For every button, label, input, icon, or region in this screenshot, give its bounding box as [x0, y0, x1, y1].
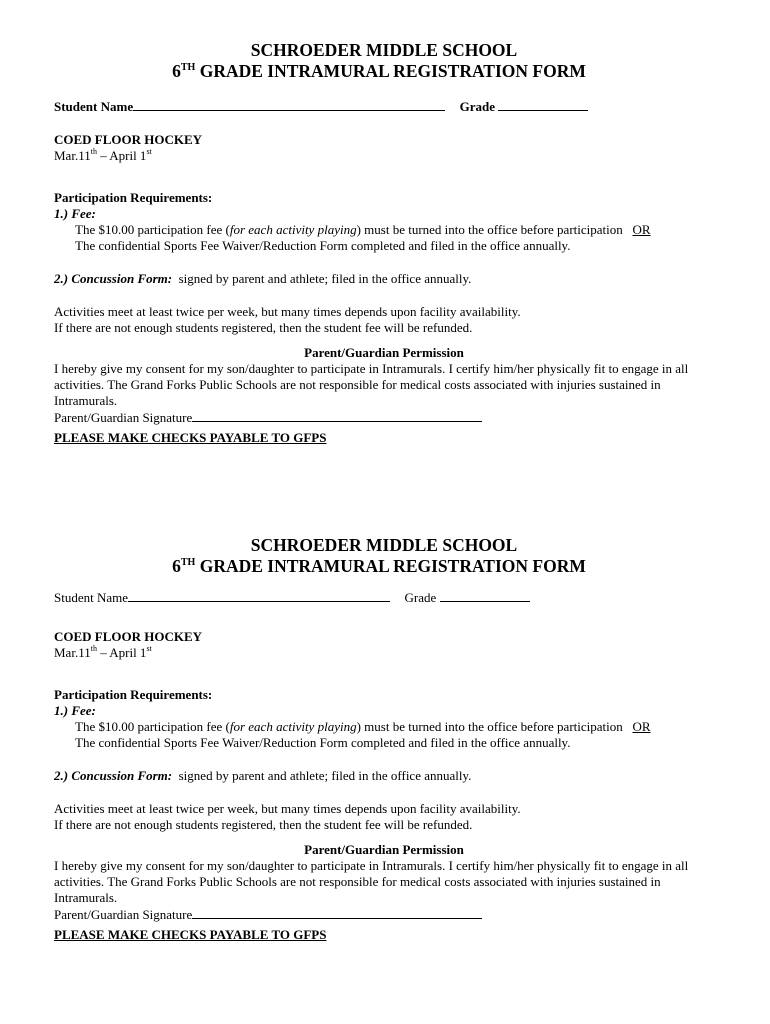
activity-dates — [54, 645, 714, 661]
concussion-text: signed by parent and athlete; filed in the office annually. — [172, 768, 472, 783]
concussion-label: 2.) Concussion Form: — [54, 271, 173, 286]
activities-line-1: Activities meet at least twice per week, but many times depends upon facility availability. — [54, 801, 521, 816]
form-title — [44, 556, 714, 577]
activities-line-2: If there are not enough students registered, then the student fee will be refunded. — [54, 817, 473, 832]
dates-start: Mar.11 — [54, 645, 91, 660]
activity-name: COED FLOOR HOCKEY — [54, 629, 203, 644]
grade-suffix: TH — [180, 62, 196, 73]
student-name-label: Student Name — [54, 99, 134, 114]
student-info-row — [54, 589, 714, 606]
grade-label: Grade — [404, 590, 437, 605]
concussion-line — [54, 271, 714, 287]
concussion-line — [54, 768, 714, 784]
fee-line-2: The confidential Sports Fee Waiver/Reduction Form completed and filed in the office annually. — [75, 735, 571, 750]
fee-text-a: The $10.00 participation fee ( — [75, 719, 230, 734]
permission-text: I hereby give my consent for my son/daughter to participate in Intramurals. I certify him/her physically fit to engage in all activities. The Grand Forks Public Schools are not responsible for medical costs associated with injuries sustained in Intramurals. — [54, 361, 689, 408]
signature-label: Parent/Guardian Signature — [54, 907, 193, 922]
concussion-text: signed by parent and athlete; filed in the office annually. — [172, 271, 472, 286]
registration-form-1 — [54, 40, 714, 446]
school-title: SCHROEDER MIDDLE SCHOOL — [250, 535, 518, 555]
activity-dates — [54, 148, 714, 164]
fee-text-italic: for each activity playing — [229, 222, 357, 237]
student-name-field[interactable] — [128, 589, 390, 602]
fee-heading: 1.) Fee: — [54, 703, 96, 718]
student-info-row — [54, 98, 714, 115]
dates-start-suffix: th — [90, 147, 97, 156]
form-title — [44, 61, 714, 82]
activities-line-1: Activities meet at least twice per week, but many times depends upon facility availability. — [54, 304, 521, 319]
grade-suffix: TH — [180, 557, 196, 568]
concussion-label: 2.) Concussion Form: — [54, 768, 173, 783]
grade-field[interactable] — [440, 589, 530, 602]
fee-line-1 — [54, 719, 714, 735]
fee-line-2: The confidential Sports Fee Waiver/Reduction Form completed and filed in the office annually. — [75, 238, 571, 253]
grade-number: 6 — [172, 61, 181, 81]
dates-start-suffix: th — [90, 644, 97, 653]
permission-heading: Parent/Guardian Permission — [304, 842, 464, 857]
student-name-label: Student Name — [54, 590, 129, 605]
fee-text-a: The $10.00 participation fee ( — [75, 222, 230, 237]
fee-text-b: ) must be turned into the office before participation — [356, 222, 623, 237]
dates-start: Mar.11 — [54, 148, 91, 163]
fee-text-italic: for each activity playing — [229, 719, 357, 734]
fee-line-1 — [54, 222, 714, 238]
dates-end: – April 1 — [96, 645, 147, 660]
dates-end: – April 1 — [96, 148, 147, 163]
permission-heading: Parent/Guardian Permission — [304, 345, 464, 360]
school-title: SCHROEDER MIDDLE SCHOOL — [250, 40, 518, 60]
signature-label: Parent/Guardian Signature — [54, 410, 193, 425]
form-title-rest: GRADE INTRAMURAL REGISTRATION FORM — [195, 556, 586, 576]
dates-end-suffix: st — [146, 147, 152, 156]
signature-row — [54, 906, 714, 923]
fee-heading: 1.) Fee: — [54, 206, 96, 221]
activities-line-2: If there are not enough students registered, then the student fee will be refunded. — [54, 320, 473, 335]
checks-note: PLEASE MAKE CHECKS PAYABLE TO GFPS — [54, 430, 327, 445]
checks-note: PLEASE MAKE CHECKS PAYABLE TO GFPS — [54, 927, 327, 942]
signature-row — [54, 409, 714, 426]
student-name-field[interactable] — [133, 98, 445, 111]
requirements-heading: Participation Requirements: — [54, 190, 213, 205]
signature-field[interactable] — [192, 906, 482, 919]
requirements-heading: Participation Requirements: — [54, 687, 213, 702]
activity-name: COED FLOOR HOCKEY — [54, 132, 203, 147]
grade-number: 6 — [172, 556, 181, 576]
form-title-rest: GRADE INTRAMURAL REGISTRATION FORM — [195, 61, 586, 81]
fee-text-b: ) must be turned into the office before participation — [356, 719, 623, 734]
fee-or: OR — [632, 719, 651, 734]
dates-end-suffix: st — [146, 644, 152, 653]
registration-form-2 — [54, 535, 714, 943]
grade-label: Grade — [459, 99, 495, 114]
signature-field[interactable] — [192, 409, 482, 422]
fee-or: OR — [632, 222, 651, 237]
grade-field[interactable] — [498, 98, 588, 111]
permission-text: I hereby give my consent for my son/daughter to participate in Intramurals. I certify him/her physically fit to engage in all activities. The Grand Forks Public Schools are not responsible for medical costs associated with injuries sustained in Intramurals. — [54, 858, 689, 905]
